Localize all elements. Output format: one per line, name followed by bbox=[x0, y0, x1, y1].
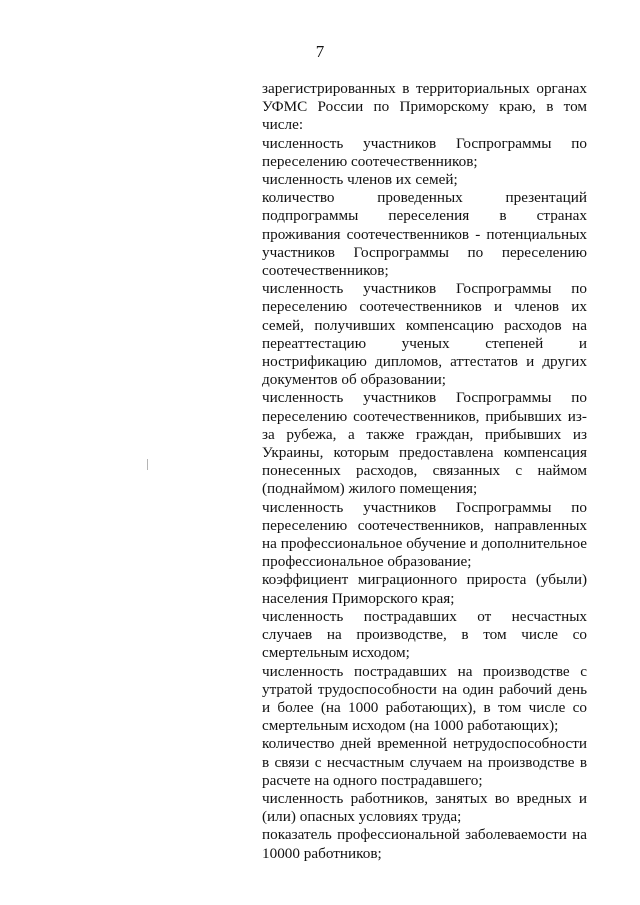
paragraph-disability-per-1000: численность пострадавших на производстве с утратой трудоспособности на один рабочий день и более (на 1000 работающих), в том числе со смертельным исходом (на 1000 работающих); bbox=[262, 662, 587, 735]
paragraph-family-members-count: численность членов их семей; bbox=[262, 171, 458, 189]
paragraph-workplace-accident-victims: численность пострадавших от несчастных случаев на производстве, в том числе со смертельным исходом; bbox=[262, 607, 587, 662]
paragraph-migration-growth-rate: коэффициент миграционного прироста (убыли) населения Приморского края; bbox=[262, 571, 587, 607]
paragraph-registered-in-ufms: зарегистрированных в территориальных органах УФМС России по Приморскому краю, в том числе: bbox=[262, 80, 587, 134]
paragraph-occupational-disease-rate: показатель профессиональной заболеваемости на 10000 работников; bbox=[262, 826, 587, 862]
paragraph-professional-training: численность участников Госпрограммы по переселению соотечественников, направленных на профессиональное обучение и дополнительное профессиональное образование; bbox=[262, 498, 587, 571]
paragraph-hazardous-conditions-workers: численность работников, занятых во вредных и (или) опасных условиях труда; bbox=[262, 789, 587, 826]
paragraph-recertification-compensation: численность участников Госпрограммы по переселению соотечественников и членов их семей, получивших компенсацию расходов на переаттестацию ученых степеней и нострификацию дипломов, аттестатов и других документов об образовании; bbox=[262, 280, 587, 389]
page-number: 7 bbox=[315, 42, 325, 61]
paragraph-participants-count: численность участников Госпрограммы по переселению соотечественников; bbox=[262, 134, 587, 170]
margin-mark bbox=[147, 459, 148, 470]
paragraph-sick-leave-days: количество дней временной нетрудоспособности в связи с несчастным случаем на производстве в расчете на одного пострадавшего; bbox=[262, 735, 587, 789]
paragraph-presentations-count: количество проведенных презентаций подпрограммы переселения в странах проживания соотечественников - потенциальных участников Госпрограммы по переселению соотечественников; bbox=[262, 189, 587, 280]
document-body bbox=[262, 80, 587, 863]
paragraph-housing-rent-compensation: численность участников Госпрограммы по переселению соотечественников, прибывших из-за рубежа, а также граждан, прибывших из Украины, которым предоставлена компенсация понесенных расходов, связанных с наймом (поднаймом) жилого помещения; bbox=[262, 389, 587, 498]
